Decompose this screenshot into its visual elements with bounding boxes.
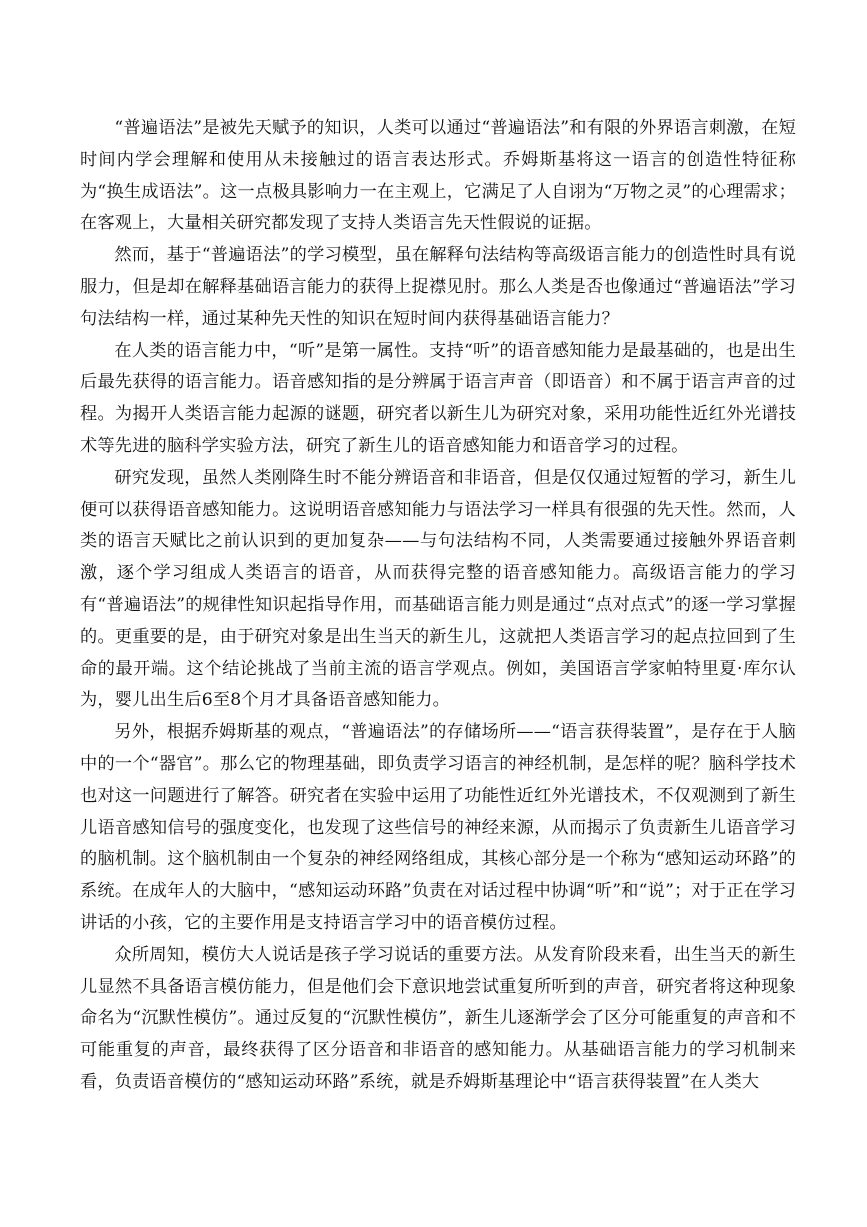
paragraph-speech-perception: 在人类的语言能力中，“听”是第一属性。支持“听”的语音感知能力是最基础的，也是出生后最先获得的语言能力。语音感知指的是分辨属于语言声音（即语音）和不属于语言声音的过程。为揭开人类语言能力起源的谜题，研究者以新生儿为研究对象，采用功能性近红外光谱技术等先进的脑科学实验方法，研究了新生儿的语音感知能力和语音学习的过程。 bbox=[80, 340, 796, 456]
paragraph-learning-model: 然而，基于“普遍语法”的学习模型，虽在解释句法结构等高级语言能力的创造性时具有说服力，但是却在解释基础语言能力的获得上捉襟见肘。那么人类是否也像通过“普遍语法”学习句法结构一样，通过某种先天性的知识在短时间内获得基础语言能力？ bbox=[80, 245, 796, 329]
paragraph-imitation: 众所周知，模仿大人说话是孩子学习说话的重要方法。从发育阶段来看，出生当天的新生儿显然不具备语言模仿能力，但是他们会下意识地尝试重复所听到的声音，研究者将这种现象命名为“沉默性模仿”。通过反复的“沉默性模仿”，新生儿逐渐学会了区分可能重复的声音和不可能重复的声音，最终获得了区分语音和非语音的感知能力。从基础语言能力的学习机制来看，负责语音模仿的“感知运动环路”系统，就是乔姆斯基理论中“语言获得装置”在人类大 bbox=[80, 944, 796, 1092]
paragraph-research-findings: 研究发现，虽然人类刚降生时不能分辨语音和非语音，但是仅仅通过短暂的学习，新生儿便可以获得语音感知能力。这说明语音感知能力与语法学习一样具有很强的先天性。然而，人类的语言天赋比之前认识到的更加复杂——与句法结构不同，人类需要通过接触外界语音刺激，逐个学习组成人类语言的语音，从而获得完整的语音感知能力。高级语言能力的学习有“普遍语法”的规律性知识起指导作用，而基础语言能力则是通过“点对点式”的逐一学习掌握的。更重要的是，由于研究对象是出生当天的新生儿，这就把人类语言学习的起点拉回到了生命的最开端。这个结论挑战了当前主流的语言学观点。例如，美国语言学家帕特里夏·库尔认为，婴儿出生后6至8个月才具备语音感知能力。 bbox=[80, 467, 796, 711]
paragraph-brain-mechanism: 另外，根据乔姆斯基的观点，“普遍语法”的存储场所——“语言获得装置”，是存在于人脑中的一个“器官”。那么它的物理基础，即负责学习语言的神经机制，是怎样的呢？脑科学技术也对这一问题进行了解答。研究者在实验中运用了功能性近红外光谱技术，不仅观测到了新生儿语音感知信号的强度变化，也发现了这些信号的神经来源，从而揭示了负责新生儿语音学习的脑机制。这个脑机制由一个复杂的神经网络组成，其核心部分是一个称为“感知运动环路”的系统。在成年人的大脑中，“感知运动环路”负责在对话过程中协调“听”和“说”；对于正在学习讲话的小孩，它的主要作用是支持语言学习中的语音模仿过程。 bbox=[80, 722, 796, 933]
paragraph-universal-grammar: “普遍语法”是被先天赋予的知识，人类可以通过“普遍语法”和有限的外界语言刺激，在短时间内学会理解和使用从未接触过的语言表达形式。乔姆斯基将这一语言的创造性特征称为“换生成语法”。这一点极具影响力一在主观上，它满足了人自诩为“万物之灵”的心理需求；在客观上，大量相关研究都发现了支持人类语言先天性假说的证据。 bbox=[80, 118, 796, 234]
article-body bbox=[80, 113, 796, 1099]
